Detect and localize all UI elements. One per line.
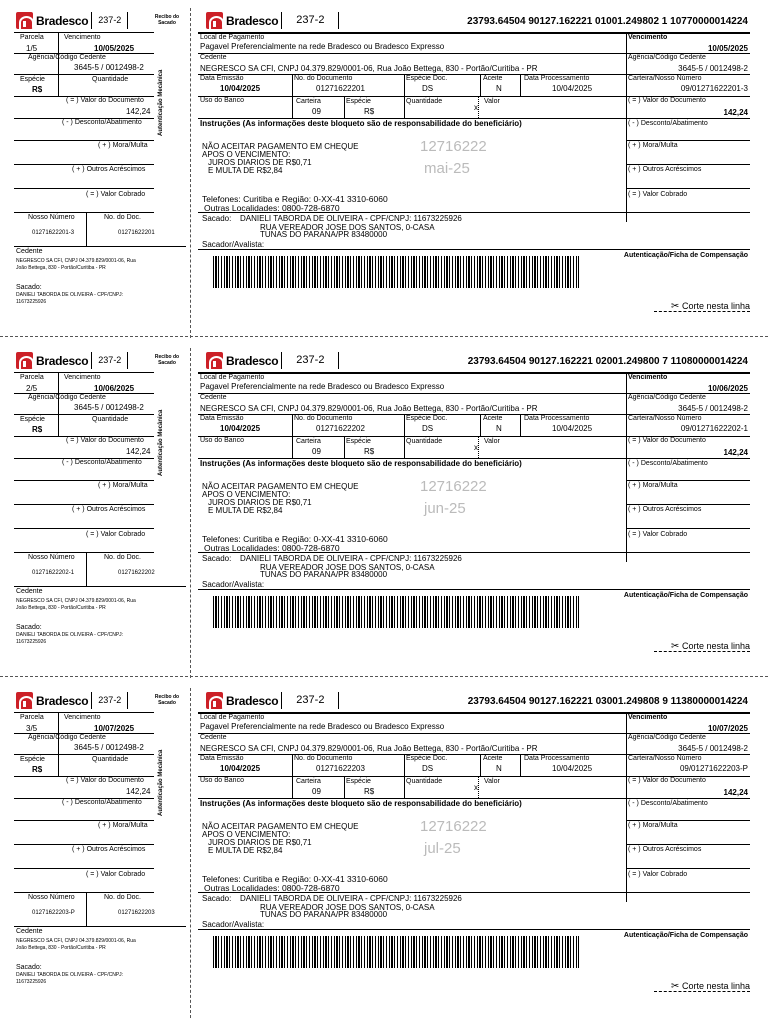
nosso-numero-value: 01271622202-1 bbox=[32, 570, 75, 576]
desconto-main-label: ( - ) Desconto/Abatimento bbox=[628, 800, 708, 807]
local-pagamento-value: Pagavel Preferencialmente na rede Bradesco ou Bradesco Expresso bbox=[200, 42, 445, 51]
especie-main-label: Espécie bbox=[346, 98, 371, 105]
data-processamento-label: Data Processamento bbox=[524, 415, 590, 422]
nosso-numero-main-value: 09/01271622203-P bbox=[679, 764, 748, 773]
desconto-main-label: ( - ) Desconto/Abatimento bbox=[628, 120, 708, 127]
corte-label: Corte nesta linha bbox=[681, 641, 750, 651]
carteira-value: 09 bbox=[312, 787, 321, 796]
valor-documento-main-label: ( = ) Valor do Documento bbox=[628, 437, 706, 444]
aceite-value: N bbox=[496, 424, 502, 433]
aceite-label: Aceite bbox=[483, 75, 503, 82]
instrucao-line-2: APOS O VENCIMENTO: bbox=[202, 830, 291, 839]
vencimento-main-value: 10/05/2025 bbox=[707, 44, 748, 53]
sacado-stub-label: Sacado: bbox=[16, 624, 42, 631]
data-emissao-label: Data Emissão bbox=[200, 755, 244, 762]
x-mark: x bbox=[474, 103, 478, 112]
instrucao-line-3: JUROS DIARIOS DE R$0,71 bbox=[208, 838, 312, 847]
recibo-label: Recibo do Sacado bbox=[154, 14, 180, 26]
bank-name: Bradesco bbox=[36, 13, 89, 28]
outros-acrescimos-label: ( + ) Outros Acréscimos bbox=[72, 506, 146, 513]
sacado-address-2: TUNAS DO PARANA/PR 83480000 bbox=[260, 570, 388, 579]
cut-divider-vertical bbox=[190, 8, 191, 338]
mora-main-label: ( + ) Mora/Multa bbox=[628, 482, 678, 489]
instrucao-line-4: E MULTA DE R$2,84 bbox=[208, 506, 283, 515]
watermark-month: jun-25 bbox=[424, 500, 466, 517]
nosso-numero-main-value: 09/01271622201-3 bbox=[680, 84, 748, 93]
data-emissao-value: 10/04/2025 bbox=[220, 424, 261, 433]
bank-name-main: Bradesco bbox=[226, 693, 279, 708]
watermark-code: 12716222 bbox=[420, 478, 487, 495]
cedente-main-label: Cedente bbox=[200, 734, 227, 741]
numero-documento-label: No. do Doc. bbox=[104, 894, 141, 901]
mora-main-label: ( + ) Mora/Multa bbox=[628, 142, 678, 149]
barcode bbox=[213, 596, 579, 628]
agencia-value: 3645-5 / 0012498-2 bbox=[74, 403, 144, 412]
x-mark: x bbox=[474, 443, 478, 452]
linha-digitavel: 23793.64504 90127.162221 01001.249802 1 10770000014224 bbox=[467, 16, 748, 27]
bank-logo bbox=[16, 12, 128, 29]
cedente-main-label: Cedente bbox=[200, 54, 227, 61]
bank-logo-main bbox=[206, 352, 339, 369]
data-processamento-value: 10/04/2025 bbox=[552, 424, 593, 433]
compensation-slip bbox=[198, 688, 750, 1018]
sacado-name: DANIELI TABORDA DE OLIVEIRA - CPF/CNPJ: 11673225926 bbox=[240, 214, 462, 223]
vencimento-value: 10/06/2025 bbox=[94, 384, 135, 393]
especie-doc-value: DS bbox=[422, 424, 434, 433]
sacado-stub-label: Sacado: bbox=[16, 284, 42, 291]
cedente-main-label: Cedente bbox=[200, 394, 227, 401]
aceite-label: Aceite bbox=[483, 415, 503, 422]
bradesco-logo-icon bbox=[16, 352, 33, 369]
aceite-label: Aceite bbox=[483, 755, 503, 762]
instrucao-line-3: JUROS DIARIOS DE R$0,71 bbox=[208, 158, 312, 167]
instrucao-line-1: NÃO ACEITAR PAGAMENTO EM CHEQUE bbox=[202, 822, 359, 831]
cut-divider-horizontal bbox=[0, 336, 768, 337]
bank-code: 237-2 bbox=[91, 352, 128, 369]
outros-acrescimos-label: ( + ) Outros Acréscimos bbox=[72, 846, 146, 853]
barcode bbox=[213, 256, 579, 288]
valor-documento-main-value: 142,24 bbox=[723, 108, 748, 117]
valor-documento-main-value: 142,24 bbox=[723, 788, 748, 797]
especie-doc-value: DS bbox=[422, 764, 434, 773]
especie-label: Espécie bbox=[20, 756, 45, 763]
cedente-stub-label: Cedente bbox=[16, 928, 43, 935]
especie-main-value: R$ bbox=[364, 787, 375, 796]
bank-logo bbox=[16, 692, 128, 709]
instrucao-line-2: APOS O VENCIMENTO: bbox=[202, 490, 291, 499]
outras-localidades: Outras Localidades: 0800-728-6870 bbox=[204, 883, 340, 893]
mora-label: ( + ) Mora/Multa bbox=[98, 142, 148, 149]
sacado-stub-line2: 11673225926 bbox=[16, 639, 47, 645]
valor-cobrado-main-label: ( = ) Valor Cobrado bbox=[628, 531, 688, 538]
aceite-value: N bbox=[496, 84, 502, 93]
ficha-compensacao-label: Autenticação/Ficha de Compensação bbox=[623, 252, 748, 259]
agencia-main-value: 3645-5 / 0012498-2 bbox=[678, 64, 748, 73]
scissors-icon: ✂ bbox=[671, 981, 680, 992]
watermark-code: 12716222 bbox=[420, 818, 487, 835]
watermark-code: 12716222 bbox=[420, 138, 487, 155]
numero-documento-value: 01271622202 bbox=[118, 570, 155, 576]
autenticacao-label: Autenticação Mecânica bbox=[158, 409, 164, 476]
numero-documento-label: No. do Doc. bbox=[104, 214, 141, 221]
bradesco-logo-icon bbox=[16, 12, 33, 29]
aceite-value: N bbox=[496, 764, 502, 773]
corte-label: Corte nesta linha bbox=[681, 301, 750, 311]
uso-banco-label: Uso do Banco bbox=[200, 97, 244, 104]
x-mark: x bbox=[474, 783, 478, 792]
ficha-compensacao-label: Autenticação/Ficha de Compensação bbox=[623, 932, 748, 939]
recibo-label: Recibo do Sacado bbox=[154, 694, 180, 706]
bank-logo bbox=[16, 352, 128, 369]
local-pagamento-value: Pagavel Preferencialmente na rede Bradesco ou Bradesco Expresso bbox=[200, 722, 445, 731]
valor-documento-label: ( = ) Valor do Documento bbox=[66, 437, 144, 444]
agencia-main-label: Agência/Código Cedente bbox=[628, 734, 706, 741]
cedente-stub-line1: NEGRESCO SA CFI, CNPJ 04.379.829/0001-06, Rua bbox=[16, 258, 136, 264]
desconto-label: ( - ) Desconto/Abatimento bbox=[62, 799, 142, 806]
especie-value: R$ bbox=[32, 765, 43, 774]
agencia-main-label: Agência/Código Cedente bbox=[628, 54, 706, 61]
avalista-label: Sacador/Avalista: bbox=[202, 240, 265, 249]
vencimento-main-value: 10/07/2025 bbox=[707, 724, 748, 733]
parcela-value: 1/5 bbox=[26, 44, 38, 53]
autenticacao-label: Autenticação Mecânica bbox=[158, 69, 164, 136]
bradesco-logo-icon bbox=[206, 352, 223, 369]
agencia-value: 3645-5 / 0012498-2 bbox=[74, 63, 144, 72]
instrucao-line-3: JUROS DIARIOS DE R$0,71 bbox=[208, 498, 312, 507]
bank-code: 237-2 bbox=[91, 12, 128, 29]
cut-divider-horizontal bbox=[0, 676, 768, 677]
nosso-numero-value: 01271622203-P bbox=[32, 910, 75, 916]
avalista-label: Sacador/Avalista: bbox=[202, 920, 265, 929]
valor-documento-label: ( = ) Valor do Documento bbox=[66, 97, 144, 104]
bank-code: 237-2 bbox=[91, 692, 128, 709]
sacado-name: DANIELI TABORDA DE OLIVEIRA - CPF/CNPJ: 11673225926 bbox=[240, 894, 462, 903]
bradesco-logo-icon bbox=[16, 692, 33, 709]
valor-documento-value: 142,24 bbox=[126, 447, 151, 456]
bank-name: Bradesco bbox=[36, 353, 89, 368]
telefones: Telefones: Curitiba e Região: 0-XX-41 3310-6060 bbox=[202, 534, 388, 544]
outros-acrescimos-label: ( + ) Outros Acréscimos bbox=[72, 166, 146, 173]
data-emissao-value: 10/04/2025 bbox=[220, 84, 261, 93]
carteira-label: Carteira bbox=[296, 778, 321, 785]
outros-main-label: ( + ) Outros Acréscimos bbox=[628, 846, 702, 853]
quantidade-main-label: Quantidade bbox=[406, 438, 443, 445]
numero-documento-label: No. do Doc. bbox=[104, 554, 141, 561]
compensation-slip bbox=[198, 8, 750, 338]
numero-documento-value: 01271622203 bbox=[118, 910, 155, 916]
instrucao-line-1: NÃO ACEITAR PAGAMENTO EM CHEQUE bbox=[202, 142, 359, 151]
data-emissao-label: Data Emissão bbox=[200, 415, 244, 422]
instrucoes-label: Instruções (As informações deste bloqueto são de responsabilidade do beneficiário) bbox=[200, 119, 522, 128]
cedente-stub-line1: NEGRESCO SA CFI, CNPJ 04.379.829/0001-06, Rua bbox=[16, 598, 136, 604]
sacado-main-label: Sacado: bbox=[202, 554, 232, 563]
autenticacao-label: Autenticação Mecânica bbox=[158, 749, 164, 816]
quantidade-label: Quantidade bbox=[92, 76, 129, 83]
agencia-label: Agência/Código Cedente bbox=[28, 394, 106, 401]
local-pagamento-label: Local de Pagamento bbox=[200, 34, 265, 41]
recibo-label: Recibo do Sacado bbox=[154, 354, 180, 366]
especie-label: Espécie bbox=[20, 416, 45, 423]
bank-name-main: Bradesco bbox=[226, 13, 279, 28]
bank-code-main: 237-2 bbox=[281, 692, 339, 709]
vencimento-label: Vencimento bbox=[64, 34, 101, 41]
valor-cobrado-label: ( = ) Valor Cobrado bbox=[86, 191, 146, 198]
vencimento-value: 10/07/2025 bbox=[94, 724, 135, 733]
sacado-stub-line1: DANIELI TABORDA DE OLIVEIRA - CPF/CNPJ: bbox=[16, 292, 124, 298]
cut-divider-vertical bbox=[190, 688, 191, 1018]
sacado-address-1: RUA VEREADOR JOSE DOS SANTOS, 0-CASA bbox=[260, 563, 435, 572]
cedente-stub-line2: João Bettega, 830 - Portão/Curitiba - PR bbox=[16, 945, 106, 951]
valor-documento-main-label: ( = ) Valor do Documento bbox=[628, 97, 706, 104]
nosso-numero-label: Nosso Número bbox=[28, 554, 75, 561]
corte-label: Corte nesta linha bbox=[681, 981, 750, 991]
linha-digitavel: 23793.64504 90127.162221 02001.249800 7 11080000014224 bbox=[467, 356, 748, 367]
agencia-main-value: 3645-5 / 0012498-2 bbox=[678, 404, 748, 413]
especie-main-value: R$ bbox=[364, 447, 375, 456]
sacado-stub-line1: DANIELI TABORDA DE OLIVEIRA - CPF/CNPJ: bbox=[16, 972, 124, 978]
especie-value: R$ bbox=[32, 85, 43, 94]
cedente-main-value: NEGRESCO SA CFI, CNPJ 04.379.829/0001-06, Rua João Bettega, 830 - Portão/Curitiba - PR bbox=[200, 744, 538, 753]
especie-doc-value: DS bbox=[422, 84, 434, 93]
outros-main-label: ( + ) Outros Acréscimos bbox=[628, 166, 702, 173]
agencia-main-label: Agência/Código Cedente bbox=[628, 394, 706, 401]
local-pagamento-value: Pagavel Preferencialmente na rede Bradesco ou Bradesco Expresso bbox=[200, 382, 445, 391]
vencimento-main-label: Vencimento bbox=[628, 714, 668, 721]
parcela-label: Parcela bbox=[20, 714, 44, 721]
scissors-icon: ✂ bbox=[671, 641, 680, 652]
cedente-stub-label: Cedente bbox=[16, 588, 43, 595]
no-documento-value: 01271622203 bbox=[316, 764, 365, 773]
bank-code-main: 237-2 bbox=[281, 12, 339, 29]
data-emissao-value: 10/04/2025 bbox=[220, 764, 261, 773]
sacado-stub-line1: DANIELI TABORDA DE OLIVEIRA - CPF/CNPJ: bbox=[16, 632, 124, 638]
mora-main-label: ( + ) Mora/Multa bbox=[628, 822, 678, 829]
uso-banco-label: Uso do Banco bbox=[200, 437, 244, 444]
no-documento-label: No. do Documento bbox=[294, 755, 353, 762]
especie-main-label: Espécie bbox=[346, 778, 371, 785]
agencia-value: 3645-5 / 0012498-2 bbox=[74, 743, 144, 752]
no-documento-label: No. do Documento bbox=[294, 75, 353, 82]
local-pagamento-label: Local de Pagamento bbox=[200, 374, 265, 381]
outras-localidades: Outras Localidades: 0800-728-6870 bbox=[204, 543, 340, 553]
bank-name: Bradesco bbox=[36, 693, 89, 708]
nosso-numero-main-value: 09/01271622202-1 bbox=[680, 424, 748, 433]
data-processamento-label: Data Processamento bbox=[524, 75, 590, 82]
receipt-stub bbox=[14, 8, 186, 338]
data-processamento-label: Data Processamento bbox=[524, 755, 590, 762]
watermark-month: jul-25 bbox=[424, 840, 461, 857]
sacado-address-1: RUA VEREADOR JOSE DOS SANTOS, 0-CASA bbox=[260, 223, 435, 232]
parcela-label: Parcela bbox=[20, 34, 44, 41]
avalista-label: Sacador/Avalista: bbox=[202, 580, 265, 589]
parcela-label: Parcela bbox=[20, 374, 44, 381]
especie-label: Espécie bbox=[20, 76, 45, 83]
cut-divider-vertical bbox=[190, 348, 191, 678]
quantidade-main-label: Quantidade bbox=[406, 778, 443, 785]
mora-label: ( + ) Mora/Multa bbox=[98, 822, 148, 829]
instrucoes-label: Instruções (As informações deste bloqueto são de responsabilidade do beneficiário) bbox=[200, 459, 522, 468]
valor-label: Valor bbox=[484, 778, 500, 785]
especie-value: R$ bbox=[32, 425, 43, 434]
instrucao-line-4: E MULTA DE R$2,84 bbox=[208, 846, 283, 855]
vencimento-main-label: Vencimento bbox=[628, 374, 668, 381]
quantidade-label: Quantidade bbox=[92, 756, 129, 763]
agencia-label: Agência/Código Cedente bbox=[28, 734, 106, 741]
bank-logo-main bbox=[206, 692, 339, 709]
instrucao-line-4: E MULTA DE R$2,84 bbox=[208, 166, 283, 175]
especie-main-label: Espécie bbox=[346, 438, 371, 445]
valor-documento-main-value: 142,24 bbox=[723, 448, 748, 457]
especie-main-value: R$ bbox=[364, 107, 375, 116]
valor-cobrado-label: ( = ) Valor Cobrado bbox=[86, 871, 146, 878]
cedente-stub-line1: NEGRESCO SA CFI, CNPJ 04.379.829/0001-06, Rua bbox=[16, 938, 136, 944]
carteira-label: Carteira bbox=[296, 438, 321, 445]
outros-main-label: ( + ) Outros Acréscimos bbox=[628, 506, 702, 513]
carteira-label: Carteira bbox=[296, 98, 321, 105]
scissors-icon: ✂ bbox=[671, 301, 680, 312]
vencimento-label: Vencimento bbox=[64, 374, 101, 381]
sacado-main-label: Sacado: bbox=[202, 214, 232, 223]
data-emissao-label: Data Emissão bbox=[200, 75, 244, 82]
no-documento-label: No. do Documento bbox=[294, 415, 353, 422]
bank-code-main: 237-2 bbox=[281, 352, 339, 369]
vencimento-value: 10/05/2025 bbox=[94, 44, 135, 53]
desconto-label: ( - ) Desconto/Abatimento bbox=[62, 459, 142, 466]
receipt-stub bbox=[14, 688, 186, 1018]
carteira-value: 09 bbox=[312, 447, 321, 456]
cedente-main-value: NEGRESCO SA CFI, CNPJ 04.379.829/0001-06, Rua João Bettega, 830 - Portão/Curitiba - PR bbox=[200, 64, 538, 73]
vencimento-label: Vencimento bbox=[64, 714, 101, 721]
telefones: Telefones: Curitiba e Região: 0-XX-41 3310-6060 bbox=[202, 874, 388, 884]
parcela-value: 3/5 bbox=[26, 724, 38, 733]
agencia-main-value: 3645-5 / 0012498-2 bbox=[678, 744, 748, 753]
nosso-numero-value: 01271622201-3 bbox=[32, 230, 75, 236]
valor-cobrado-label: ( = ) Valor Cobrado bbox=[86, 531, 146, 538]
quantidade-main-label: Quantidade bbox=[406, 98, 443, 105]
bank-logo-main bbox=[206, 12, 339, 29]
watermark-month: mai-25 bbox=[424, 160, 470, 177]
valor-label: Valor bbox=[484, 98, 500, 105]
sacado-stub-label: Sacado: bbox=[16, 964, 42, 971]
especie-doc-label: Espécie Doc. bbox=[406, 75, 448, 82]
especie-doc-label: Espécie Doc. bbox=[406, 415, 448, 422]
valor-label: Valor bbox=[484, 438, 500, 445]
sacado-name: DANIELI TABORDA DE OLIVEIRA - CPF/CNPJ: 11673225926 bbox=[240, 554, 462, 563]
bank-name-main: Bradesco bbox=[226, 353, 279, 368]
no-documento-value: 01271622202 bbox=[316, 424, 365, 433]
sacado-stub-line2: 11673225926 bbox=[16, 299, 47, 305]
telefones: Telefones: Curitiba e Região: 0-XX-41 3310-6060 bbox=[202, 194, 388, 204]
bradesco-logo-icon bbox=[206, 12, 223, 29]
desconto-main-label: ( - ) Desconto/Abatimento bbox=[628, 460, 708, 467]
sacado-address-1: RUA VEREADOR JOSE DOS SANTOS, 0-CASA bbox=[260, 903, 435, 912]
boleto-slip bbox=[0, 8, 768, 338]
cedente-stub-line2: João Bettega, 830 - Portão/Curitiba - PR bbox=[16, 605, 106, 611]
sacado-main-label: Sacado: bbox=[202, 894, 232, 903]
data-processamento-value: 10/04/2025 bbox=[552, 84, 593, 93]
vencimento-main-value: 10/06/2025 bbox=[707, 384, 748, 393]
barcode bbox=[213, 936, 579, 968]
cedente-main-value: NEGRESCO SA CFI, CNPJ 04.379.829/0001-06, Rua João Bettega, 830 - Portão/Curitiba - PR bbox=[200, 404, 538, 413]
vencimento-main-label: Vencimento bbox=[628, 34, 668, 41]
quantidade-label: Quantidade bbox=[92, 416, 129, 423]
sacado-address-2: TUNAS DO PARANA/PR 83480000 bbox=[260, 230, 388, 239]
agencia-label: Agência/Código Cedente bbox=[28, 54, 106, 61]
instrucao-line-1: NÃO ACEITAR PAGAMENTO EM CHEQUE bbox=[202, 482, 359, 491]
valor-documento-main-label: ( = ) Valor do Documento bbox=[628, 777, 706, 784]
carteira-nosso-label: Carteira/Nosso Número bbox=[628, 415, 702, 422]
parcela-value: 2/5 bbox=[26, 384, 38, 393]
nosso-numero-label: Nosso Número bbox=[28, 894, 75, 901]
nosso-numero-label: Nosso Número bbox=[28, 214, 75, 221]
valor-documento-label: ( = ) Valor do Documento bbox=[66, 777, 144, 784]
linha-digitavel: 23793.64504 90127.162221 03001.249808 9 11380000014224 bbox=[467, 696, 748, 707]
valor-documento-value: 142,24 bbox=[126, 787, 151, 796]
instrucao-line-2: APOS O VENCIMENTO: bbox=[202, 150, 291, 159]
sacado-stub-line2: 11673225926 bbox=[16, 979, 47, 985]
carteira-nosso-label: Carteira/Nosso Número bbox=[628, 755, 702, 762]
valor-cobrado-main-label: ( = ) Valor Cobrado bbox=[628, 871, 688, 878]
boleto-slip bbox=[0, 348, 768, 678]
cedente-stub-label: Cedente bbox=[16, 248, 43, 255]
cedente-stub-line2: João Bettega, 830 - Portão/Curitiba - PR bbox=[16, 265, 106, 271]
receipt-stub bbox=[14, 348, 186, 678]
boleto-slip bbox=[0, 688, 768, 1018]
valor-documento-value: 142,24 bbox=[126, 107, 151, 116]
ficha-compensacao-label: Autenticação/Ficha de Compensação bbox=[623, 592, 748, 599]
numero-documento-value: 01271622201 bbox=[118, 230, 155, 236]
carteira-nosso-label: Carteira/Nosso Número bbox=[628, 75, 702, 82]
compensation-slip bbox=[198, 348, 750, 678]
valor-cobrado-main-label: ( = ) Valor Cobrado bbox=[628, 191, 688, 198]
no-documento-value: 01271622201 bbox=[316, 84, 365, 93]
sacado-address-2: TUNAS DO PARANA/PR 83480000 bbox=[260, 910, 388, 919]
outras-localidades: Outras Localidades: 0800-728-6870 bbox=[204, 203, 340, 213]
local-pagamento-label: Local de Pagamento bbox=[200, 714, 265, 721]
uso-banco-label: Uso do Banco bbox=[200, 777, 244, 784]
desconto-label: ( - ) Desconto/Abatimento bbox=[62, 119, 142, 126]
bradesco-logo-icon bbox=[206, 692, 223, 709]
especie-doc-label: Espécie Doc. bbox=[406, 755, 448, 762]
data-processamento-value: 10/04/2025 bbox=[552, 764, 593, 773]
mora-label: ( + ) Mora/Multa bbox=[98, 482, 148, 489]
instrucoes-label: Instruções (As informações deste bloqueto são de responsabilidade do beneficiário) bbox=[200, 799, 522, 808]
carteira-value: 09 bbox=[312, 107, 321, 116]
